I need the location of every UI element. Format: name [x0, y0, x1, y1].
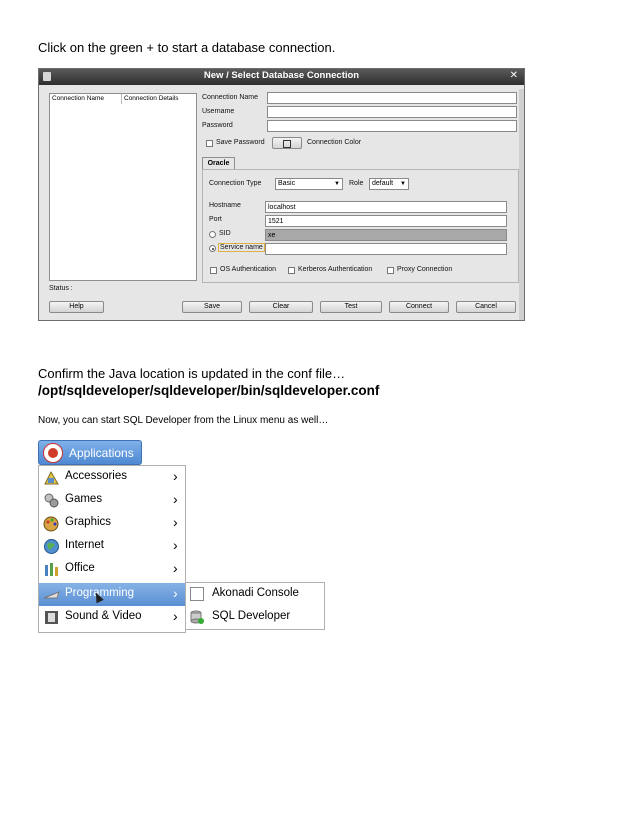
- kerberos-authentication-label: Kerberos Authentication: [298, 266, 373, 273]
- test-button[interactable]: Test: [320, 301, 382, 313]
- sid-field[interactable]: xe: [265, 229, 507, 241]
- connection-type-value: Basic: [278, 180, 296, 187]
- chevron-right-icon: ›: [173, 537, 178, 553]
- submenu-item-sql-developer[interactable]: [186, 606, 324, 629]
- connection-type-select[interactable]: [275, 178, 343, 190]
- menu-item-games[interactable]: [39, 489, 185, 512]
- instruction-connection: Click on the green + to start a database connection.: [38, 40, 336, 55]
- menu-item-programming[interactable]: [39, 583, 185, 606]
- menu-item-label: Accessories: [65, 470, 127, 482]
- dialog-title: New / Select Database Connection: [203, 70, 360, 81]
- chevron-right-icon: ›: [173, 608, 178, 624]
- menu-item-sound-video[interactable]: [39, 606, 185, 629]
- password-label: Password: [202, 122, 233, 129]
- menu-item-graphics[interactable]: [39, 512, 185, 535]
- port-field[interactable]: 1521: [265, 215, 507, 227]
- submenu-item-label: SQL Developer: [212, 610, 291, 622]
- applications-menu: [38, 465, 186, 633]
- role-select[interactable]: [369, 178, 409, 190]
- connection-name-field[interactable]: [267, 92, 517, 104]
- programming-submenu: [185, 582, 325, 630]
- dropdown-arrow-icon: ▼: [400, 181, 406, 187]
- menu-item-label: Internet: [65, 539, 104, 551]
- proxy-connection-label: Proxy Connection: [397, 266, 453, 273]
- save-button[interactable]: Save: [182, 301, 242, 313]
- menu-item-internet[interactable]: [39, 535, 185, 558]
- menu-item-label: Games: [65, 493, 103, 505]
- hostname-field[interactable]: localhost: [265, 201, 507, 213]
- sql-developer-icon: [190, 610, 204, 624]
- password-field[interactable]: [267, 120, 517, 132]
- menu-item-label: Office: [65, 562, 95, 574]
- os-authentication-checkbox[interactable]: [210, 267, 217, 274]
- kerberos-authentication-checkbox[interactable]: [288, 267, 295, 274]
- hostname-label: Hostname: [209, 202, 241, 209]
- applications-label: Applications: [69, 446, 134, 460]
- username-label: Username: [202, 108, 235, 115]
- distro-logo-icon: [43, 443, 63, 463]
- connection-list[interactable]: [49, 93, 197, 281]
- cancel-button[interactable]: Cancel: [456, 301, 516, 313]
- submenu-item-label: Akonadi Console: [212, 587, 299, 599]
- menu-item-label: Sound & Video: [65, 610, 142, 622]
- save-password-checkbox[interactable]: [206, 140, 213, 147]
- instruction-conf: Confirm the Java location is updated in the conf file…: [38, 366, 346, 381]
- office-icon: [43, 561, 60, 578]
- save-password-label: Save Password: [216, 139, 265, 146]
- menu-item-office[interactable]: [39, 558, 185, 581]
- help-button[interactable]: Help: [49, 301, 104, 313]
- os-authentication-label: OS Authentication: [220, 266, 277, 273]
- port-label: Port: [209, 216, 222, 223]
- chevron-right-icon: ›: [173, 560, 178, 576]
- service-name-label: Service name: [220, 244, 263, 251]
- chevron-right-icon: ›: [173, 491, 178, 507]
- programming-icon: [43, 586, 60, 603]
- column-header-connection-name[interactable]: Connection Name: [50, 94, 122, 104]
- service-name-field[interactable]: [265, 243, 507, 255]
- internet-icon: [43, 538, 60, 555]
- proxy-connection-checkbox[interactable]: [387, 267, 394, 274]
- conf-path: /opt/sqldeveloper/sqldeveloper/bin/sqldeveloper.conf: [38, 383, 380, 398]
- dialog-scrollbar[interactable]: [519, 89, 524, 320]
- menu-item-label: Programming: [65, 587, 135, 599]
- submenu-item-akonadi-console[interactable]: [186, 583, 324, 606]
- clear-button[interactable]: Clear: [249, 301, 313, 313]
- role-value: default: [372, 180, 394, 187]
- games-icon: [43, 492, 60, 509]
- applications-button[interactable]: [38, 440, 142, 465]
- connection-color-button[interactable]: [272, 137, 302, 149]
- close-icon[interactable]: ✕: [509, 70, 518, 81]
- new-connection-dialog: [38, 68, 525, 321]
- connection-type-label: Connection Type: [209, 180, 262, 187]
- menu-item-label: Graphics: [65, 516, 112, 528]
- graphics-icon: [43, 515, 60, 532]
- instruction-menu: Now, you can start SQL Developer from the Linux menu as well…: [38, 415, 329, 426]
- chevron-right-icon: ›: [173, 468, 178, 484]
- column-header-connection-details[interactable]: Connection Details: [124, 95, 179, 102]
- chevron-right-icon: ›: [173, 585, 178, 601]
- role-label: Role: [349, 180, 364, 187]
- dropdown-arrow-icon: ▼: [334, 181, 340, 187]
- tab-oracle[interactable]: Oracle: [202, 157, 235, 170]
- username-field[interactable]: [267, 106, 517, 118]
- menu-item-accessories[interactable]: [39, 466, 185, 489]
- connection-name-label: Connection Name: [202, 94, 259, 101]
- akonadi-icon: [190, 587, 204, 601]
- connection-color-label: Connection Color: [307, 139, 362, 146]
- sid-label: SID: [219, 230, 231, 237]
- sound-video-icon: [43, 609, 60, 626]
- status-label: Status :: [49, 285, 73, 292]
- chevron-right-icon: ›: [173, 514, 178, 530]
- dialog-titlebar: [39, 69, 524, 85]
- service-name-radio[interactable]: [209, 245, 216, 252]
- connect-button[interactable]: Connect: [389, 301, 449, 313]
- accessories-icon: [43, 469, 60, 486]
- sid-radio[interactable]: [209, 231, 216, 238]
